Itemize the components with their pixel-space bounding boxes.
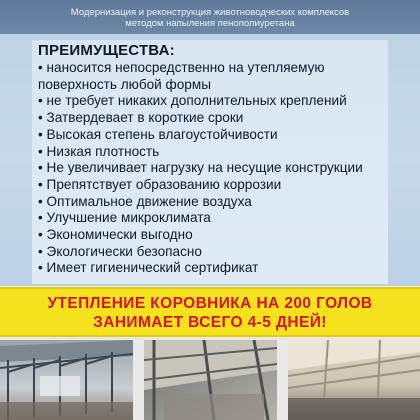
advantage-item: • Имеет гигиенический сертификат bbox=[38, 260, 388, 277]
advantage-item: • не требует никаких дополнительных креплений bbox=[38, 93, 388, 110]
promo-banner-line-2: ЗАНИМАЕТ ВСЕГО 4-5 ДНЕЙ! bbox=[93, 314, 327, 331]
advantage-item: • Высокая степень влагоустойчивости bbox=[38, 127, 388, 144]
advantages-title: ПРЕИМУЩЕСТВА: bbox=[38, 42, 175, 59]
roof-insulation-photo bbox=[144, 340, 277, 420]
header-subtitle bbox=[0, 7, 420, 29]
advantage-item: • Низкая плотность bbox=[38, 144, 388, 161]
promo-banner-line-1: УТЕПЛЕНИЕ КОРОВНИКА НА 200 ГОЛОВ bbox=[47, 295, 373, 312]
advantage-item: • Экологически безопасно bbox=[38, 244, 388, 261]
advantage-item-continuation: поверхность любой формы bbox=[38, 76, 211, 92]
advantages-list bbox=[38, 60, 388, 277]
advantage-item: • Затвердевает в короткие сроки bbox=[38, 110, 388, 127]
header-subtitle-line-1: Модернизация и реконструкция животноводческих комплексов bbox=[70, 7, 350, 18]
advantage-item: • Препятствует образованию коррозии bbox=[38, 177, 388, 194]
advantage-item: • Экономически выгодно bbox=[38, 227, 388, 244]
advantage-item: • Не увеличивает нагрузку на несущие конструкции bbox=[38, 160, 388, 177]
barn-frame-photo bbox=[0, 340, 133, 420]
advantage-item: • Улучшение микроклимата bbox=[38, 210, 388, 227]
photo-strip bbox=[0, 337, 420, 420]
advantage-item: • наносится непосредственно на утепляемую bbox=[38, 60, 388, 77]
insulated-ceiling-photo bbox=[288, 340, 420, 420]
promo-banner bbox=[0, 287, 420, 337]
advantage-item: • Оптимальное движение воздуха bbox=[38, 194, 388, 211]
header-band bbox=[0, 0, 420, 34]
header-subtitle-line-2: методом напыления пенополиуретана bbox=[125, 18, 295, 29]
